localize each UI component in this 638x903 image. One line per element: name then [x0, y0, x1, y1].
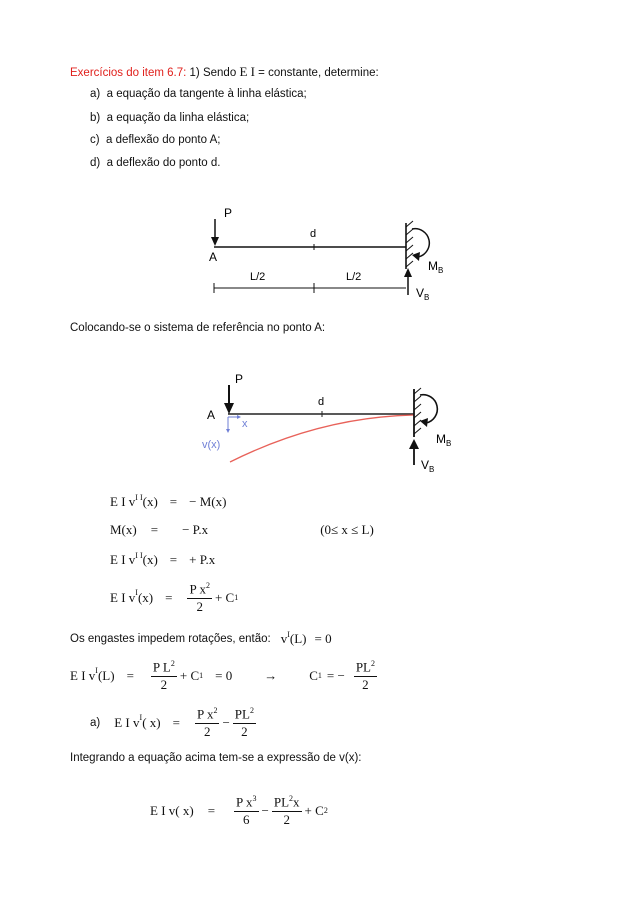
- load-p-arrow-2: [224, 385, 234, 414]
- equation-3: E I v $^{I I}$ (x) = + P.x: [110, 550, 216, 567]
- task-d-text: a deflexão do ponto d.: [106, 157, 221, 169]
- c1-equation: E I v $^I$ (L) = $\frac{P L^2}{2}$ + C 1 = 0 → C 1 = − $\frac{PL^2}{2}$: [70, 659, 375, 692]
- final-equation: E I v( x) = $\frac{P x^3}{6}$ − $\frac{PL^2x}{2}$ + C 2: [150, 794, 328, 827]
- task-d-label: d): [90, 157, 101, 169]
- label-x-axis: x: [242, 418, 248, 430]
- header-text-a: Sendo: [202, 67, 237, 79]
- beam-figure-2: [202, 365, 470, 480]
- task-a-label: a): [90, 88, 101, 100]
- task-c-text: a deflexão do ponto A;: [105, 134, 221, 146]
- integrate-text: Integrando a equação acima tem-se a expressão de v(x):: [70, 752, 362, 764]
- label-d-2: d: [318, 396, 325, 408]
- moment-arc-icon: [412, 229, 429, 261]
- engaste-line: Os engastes impedem rotações, então: v $^I$ (L) = 0: [70, 629, 332, 646]
- header-text-b: = constante, determine:: [258, 67, 379, 79]
- label-p: P: [224, 206, 233, 220]
- exercise-header: [70, 64, 379, 80]
- task-c: [90, 134, 220, 146]
- answer-a: a) E I v $^I$ ( x) = $\frac{P x^2}{2}$ − $\frac{PL^2}{2}$: [90, 706, 254, 739]
- header-ei: E I: [239, 64, 255, 79]
- exercise-title: Exercícios do item 6.7:: [70, 67, 187, 79]
- label-a: A: [209, 250, 218, 264]
- fixed-support: [406, 221, 413, 269]
- task-d: [90, 157, 220, 169]
- elastic-curve: [230, 415, 414, 462]
- label-vb-2: $V_B$: [421, 458, 435, 474]
- reaction-v-arrow-2: [409, 439, 419, 465]
- fixed-support-2: [414, 388, 421, 437]
- label-p-2: P: [235, 372, 244, 386]
- label-vx-axis: v(x): [202, 439, 221, 451]
- task-b-label: b): [90, 112, 101, 124]
- label-l2-left: L/2: [250, 271, 266, 283]
- reference-axes: [226, 415, 241, 433]
- label-vb: $V_B$: [416, 286, 430, 302]
- label-d: d: [310, 228, 317, 240]
- label-l2-right: L/2: [346, 271, 362, 283]
- task-a-text: a equação da tangente à linha elástica;: [106, 88, 307, 100]
- exercise-number: 1): [189, 67, 200, 79]
- beam-figure-1: [200, 195, 460, 320]
- equation-4: E I v $^I$ (x) = $\frac{P x^2}{2}$ + C 1: [110, 581, 239, 614]
- label-a-2: A: [207, 408, 216, 422]
- label-mb: $M_B$: [428, 259, 444, 275]
- equation-2: M(x) = − P.x (0≤ x ≤ L): [110, 522, 374, 537]
- load-p-arrow: [211, 219, 219, 246]
- moment-arc-icon-2: [420, 395, 437, 427]
- task-a: [90, 88, 307, 100]
- task-b-text: a equação da linha elástica;: [106, 112, 250, 124]
- task-c-label: c): [90, 134, 100, 146]
- label-mb-2: $M_B$: [436, 432, 452, 448]
- reference-text: Colocando-se o sistema de referência no ponto A:: [70, 322, 326, 334]
- task-b: [90, 112, 249, 124]
- reaction-v-arrow: [404, 268, 412, 295]
- equation-1: E I v $^{I I}$ (x) = − M(x): [110, 492, 227, 509]
